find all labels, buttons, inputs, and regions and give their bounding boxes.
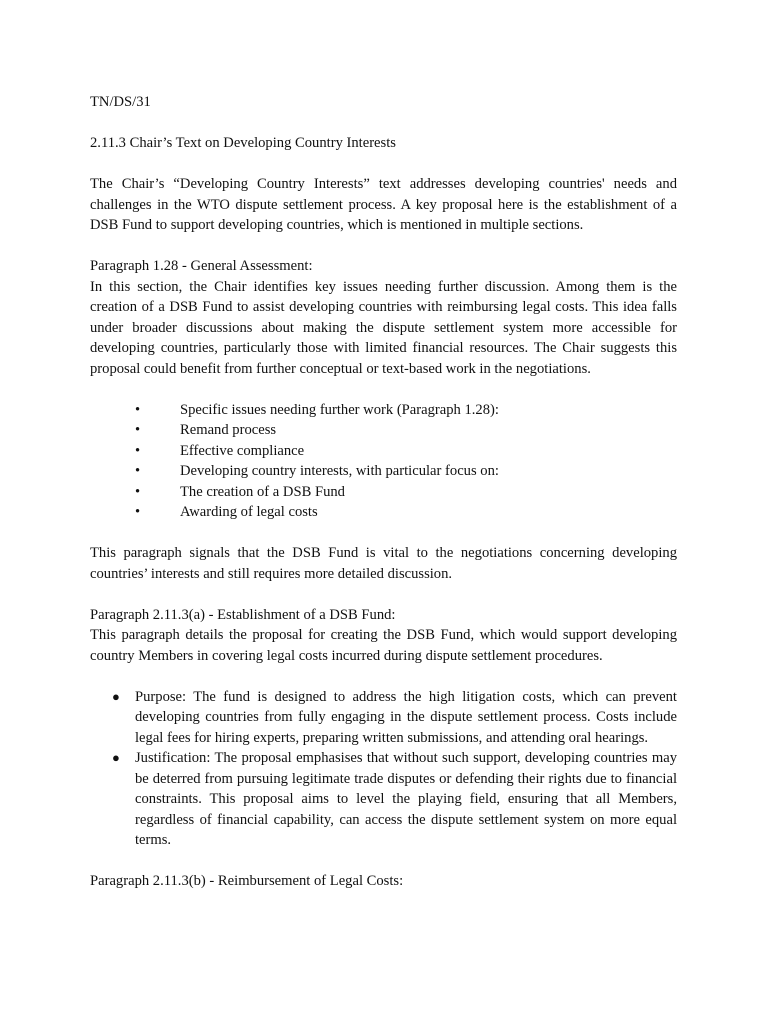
paragraph-2-11-3a-section [90,605,677,851]
paragraph-1-28-title: Paragraph 1.28 - General Assessment: [90,258,313,274]
further-work-list [90,400,677,523]
bullet-dot-icon: • [135,401,141,418]
list-item: • Awarding of legal costs [90,502,677,523]
list-item: • Effective compliance [90,441,677,462]
bullet-dot-icon: • [135,483,141,500]
bullet-dot-icon: • [135,504,141,520]
bullet-dot-icon: • [135,463,141,479]
list-item: • Remand process [90,420,677,441]
list-item: ● Justification: The proposal emphasises that without such support, developing countries may be deterred from pursuing legitimate trade disputes or defending their rights due to financial constraints. This proposal aims to level the playing field, ensuring that all Members, regardless of financial capability, can access the dispute settlement system on more equal terms. [112,750,677,848]
list-item: ● Purpose: The fund is designed to address the high litigation costs, which can prevent developing countries from fully engaging in the dispute settlement process. Costs include legal fees for hiring experts, preparing written submissions, and attending oral hearings. [112,688,677,746]
paragraph-2-11-3a-title: Paragraph 2.11.3(a) - Establishment of a DSB Fund: [90,606,396,623]
document-id: TN/DS/31 [90,94,151,110]
list-item: • Developing country interests, with particular focus on: [90,461,677,482]
document-page [90,92,677,892]
list-item: • The creation of a DSB Fund [90,482,677,503]
bullet-circle-icon: ● [112,688,120,704]
section-heading: 2.11.3 Chair’s Text on Developing Country Interests [90,135,396,151]
paragraph-1-28-body: In this section, the Chair identifies key issues needing further discussion. Among them is the creation of a DSB Fund to assist developing countries with reimbursing legal costs. This idea falls under broader discussions about making the dispute settlement system more accessible for developing countries, particularly those with limited financial resources. The Chair suggests this proposal could benefit from further conceptual or text-based work in the negotiations. [90,278,677,377]
paragraph-2-11-3b-title: Paragraph 2.11.3(b) - Reimbursement of Legal Costs: [90,873,404,889]
bullet-circle-icon: ● [112,750,120,765]
intro-paragraph: The Chair’s “Developing Country Interests” text addresses developing countries' needs and challenges in the WTO dispute settlement process. A key proposal here is the establishment of a DSB Fund to support developing countries, which is mentioned in multiple sections. [90,176,677,233]
paragraph-2-11-3a-body: This paragraph details the proposal for creating the DSB Fund, which would support developing country Members in covering legal costs incurred during dispute settlement procedures. [90,627,677,664]
bullet-dot-icon: • [135,422,141,438]
paragraph-1-28-section [90,256,677,584]
bullet-dot-icon: • [135,442,141,459]
dsb-fund-list [90,687,677,851]
paragraph-1-28-conclusion: This paragraph signals that the DSB Fund is vital to the negotiations concerning developing countries’ interests and still requires more detailed discussion. [90,545,677,582]
list-item: • Specific issues needing further work (Paragraph 1.28): [90,400,677,421]
